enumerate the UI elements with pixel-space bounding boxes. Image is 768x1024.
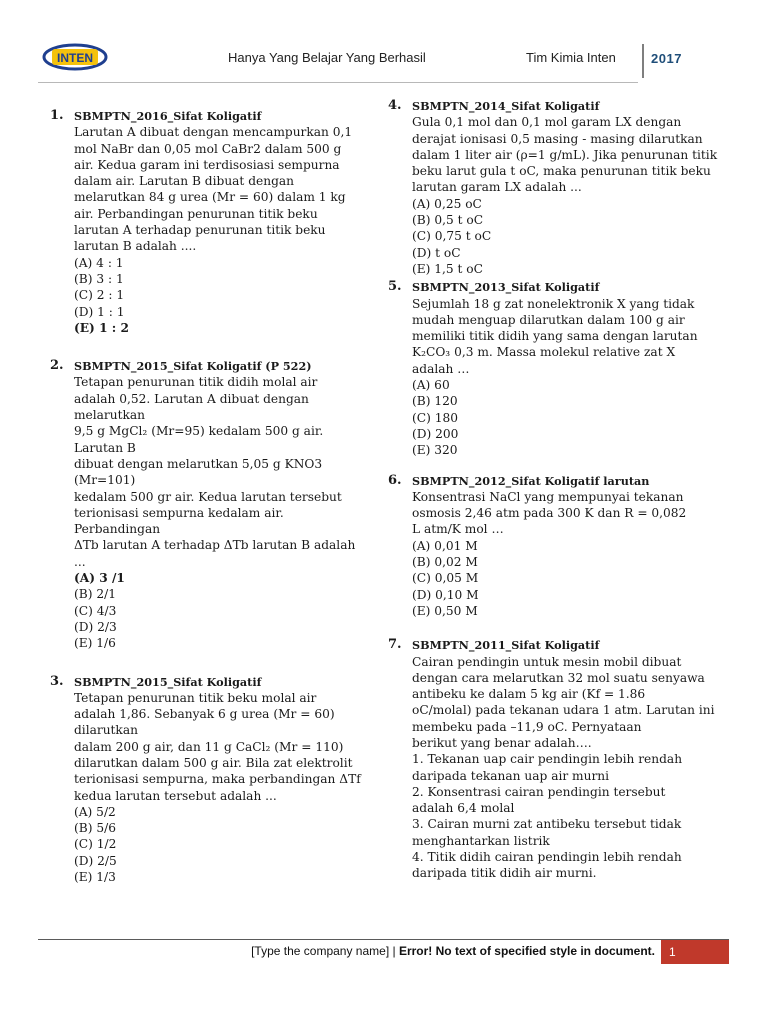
option-c: (C) 4/3 xyxy=(74,603,117,618)
statement-3: 3. Cairan murni zat antibeku tersebut tidak menghantarkan listrik xyxy=(412,817,682,848)
page-number: 1 xyxy=(661,940,729,964)
option-c: (C) 1/2 xyxy=(74,837,117,852)
header-rule xyxy=(38,82,638,83)
option-d: (D) t oC xyxy=(412,245,461,260)
question-stem: Konsentrasi NaCl yang mempunyai tekanan osmosis 2,46 atm pada 300 K dan R = 0,082 L atm/K mol … xyxy=(412,489,687,537)
option-a: (A) 5/2 xyxy=(74,804,116,819)
question-stem: Tetapan penurunan titik beku molal air adalah 1,86. Sebanyak 6 g urea (Mr = 60) dilarutkan dalam 200 g air, dan 11 g CaCl₂ (Mr = 110) dilarutkan dalam 500 g air. Bila zat elektrolit terionisasi sempurna, maka perbandingan ΔTf kedua larutan tersebut adalah ... xyxy=(74,690,361,803)
page-footer xyxy=(38,944,655,958)
question-number: 5. xyxy=(388,279,402,295)
option-c: (C) 0,05 M xyxy=(412,571,479,586)
question-stem: Tetapan penurunan titik didih molal air adalah 0,52. Larutan A dibuat dengan melarutkan 9,5 g MgCl₂ (Mr=95) kedalam 500 g air. Larutan B dibuat dengan melarutkan 5,05 g KNO3 (Mr=101) kedalam 500 gr air. Kedua larutan tersebut terionisasi sempurna kedalam air. Perbandingan ΔTb larutan A terhadap ΔTb larutan B adalah ... xyxy=(74,375,356,569)
left-column xyxy=(50,98,370,885)
question-title: SBMPTN_2012_Sifat Koligatif larutan xyxy=(412,473,650,488)
header-tagline: Hanya Yang Belajar Yang Berhasil xyxy=(228,50,426,65)
option-a: (A) 0,25 oC xyxy=(412,196,482,211)
option-a: (A) 3 /1 xyxy=(74,571,125,586)
footer-company: [Type the company name] xyxy=(251,944,390,958)
question-6 xyxy=(388,473,718,620)
header-separator xyxy=(642,44,644,78)
statement-2: 2. Konsentrasi cairan pendingin tersebut adalah 6,4 molal xyxy=(412,784,666,816)
question-title: SBMPTN_2011_Sifat Koligatif xyxy=(412,638,600,653)
option-d: (D) 1 : 1 xyxy=(74,304,125,319)
question-number: 2. xyxy=(50,358,64,374)
question-7 xyxy=(388,637,718,881)
page-header xyxy=(0,0,768,90)
question-stem: Larutan A dibuat dengan mencampurkan 0,1 mol NaBr dan 0,05 mol CaBr2 dalam 500 g air. Kedua garam ini terdisosiasi sempurna dalam air. Larutan B dibuat dengan melarutkan 84 g urea (Mr = 60) dalam 1 kg air. Perbandingan penurunan titik beku larutan A terhadap penurunan titik beku larutan B adalah .... xyxy=(74,125,353,254)
question-1 xyxy=(50,108,370,336)
right-column xyxy=(388,98,718,882)
question-2 xyxy=(50,358,370,651)
option-b: (B) 2/1 xyxy=(74,587,116,602)
question-number: 7. xyxy=(388,637,402,653)
question-stem: Cairan pendingin untuk mesin mobil dibuat dengan cara melarutkan 32 mol suatu senyawa antibeku ke dalam 5 kg air (Kf = 1.86 oC/molal) pada tekanan udara 1 atm. Larutan ini membeku pada –11,9 oC. Pernyataan berikut yang benar adalah…. xyxy=(412,654,715,750)
option-d: (D) 2/5 xyxy=(74,853,117,868)
question-number: 6. xyxy=(388,472,402,488)
question-title: SBMPTN_2016_Sifat Koligatif xyxy=(74,109,262,123)
question-3 xyxy=(50,674,370,886)
option-e: (E) 1/3 xyxy=(74,870,116,885)
question-stem: Sejumlah 18 g zat nonelektronik X yang tidak mudah menguap dilarutkan dalam 100 g air memiliki titik didih yang sama dengan larutan K₂CO₃ 0,3 m. Massa molekul relative zat X adalah … xyxy=(412,296,698,376)
option-e: (E) 1 : 2 xyxy=(74,320,130,335)
svg-text:INTEN: INTEN xyxy=(57,51,93,65)
option-e: (E) 320 xyxy=(412,443,458,458)
question-4 xyxy=(388,98,718,277)
question-title: SBMPTN_2014_Sifat Koligatif xyxy=(412,99,600,113)
option-a: (A) 0,01 M xyxy=(412,538,478,553)
option-e: (E) 0,50 M xyxy=(412,603,478,618)
option-b: (B) 0,02 M xyxy=(412,555,478,570)
option-b: (B) 5/6 xyxy=(74,821,116,836)
option-d: (D) 200 xyxy=(412,426,459,441)
option-c: (C) 180 xyxy=(412,410,458,425)
option-b: (B) 0,5 t oC xyxy=(412,213,484,228)
option-c: (C) 0,75 t oC xyxy=(412,229,492,244)
footer-error: Error! No text of specified style in document. xyxy=(398,944,655,958)
question-title: SBMPTN_2015_Sifat Koligatif xyxy=(74,674,262,689)
option-a: (A) 4 : 1 xyxy=(74,255,124,270)
inten-logo xyxy=(42,42,108,72)
option-d: (D) 0,10 M xyxy=(412,587,479,602)
option-a: (A) 60 xyxy=(412,378,450,393)
question-title: SBMPTN_2013_Sifat Koligatif xyxy=(412,280,600,295)
option-b: (B) 3 : 1 xyxy=(74,271,124,286)
question-5 xyxy=(388,279,718,458)
question-number: 3. xyxy=(50,673,64,689)
option-e: (E) 1/6 xyxy=(74,636,116,651)
footer-separator: | xyxy=(389,944,399,958)
option-c: (C) 2 : 1 xyxy=(74,288,125,303)
option-e: (E) 1,5 t oC xyxy=(412,261,483,276)
question-number: 4. xyxy=(388,98,402,113)
question-stem: Gula 0,1 mol dan 0,1 mol garam LX dengan derajat ionisasi 0,5 masing - masing dilarutkan dalam 1 liter air (ρ=1 g/mL). Jika penurunan titik beku larut gula t oC, maka penurunan titik beku larutan garam LX adalah ... xyxy=(412,115,718,195)
header-team: Tim Kimia Inten xyxy=(526,50,616,65)
option-d: (D) 2/3 xyxy=(74,619,117,634)
question-title: SBMPTN_2015_Sifat Koligatif (P 522) xyxy=(74,359,312,374)
footer-rule xyxy=(38,939,729,940)
option-b: (B) 120 xyxy=(412,394,458,409)
question-number: 1. xyxy=(50,108,64,123)
statement-4: 4. Titik didih cairan pendingin lebih rendah daripada titik didih air murni. xyxy=(412,850,682,881)
statement-1: 1. Tekanan uap cair pendingin lebih rendah daripada tekanan uap air murni xyxy=(412,752,683,783)
header-year: 2017 xyxy=(651,51,682,66)
